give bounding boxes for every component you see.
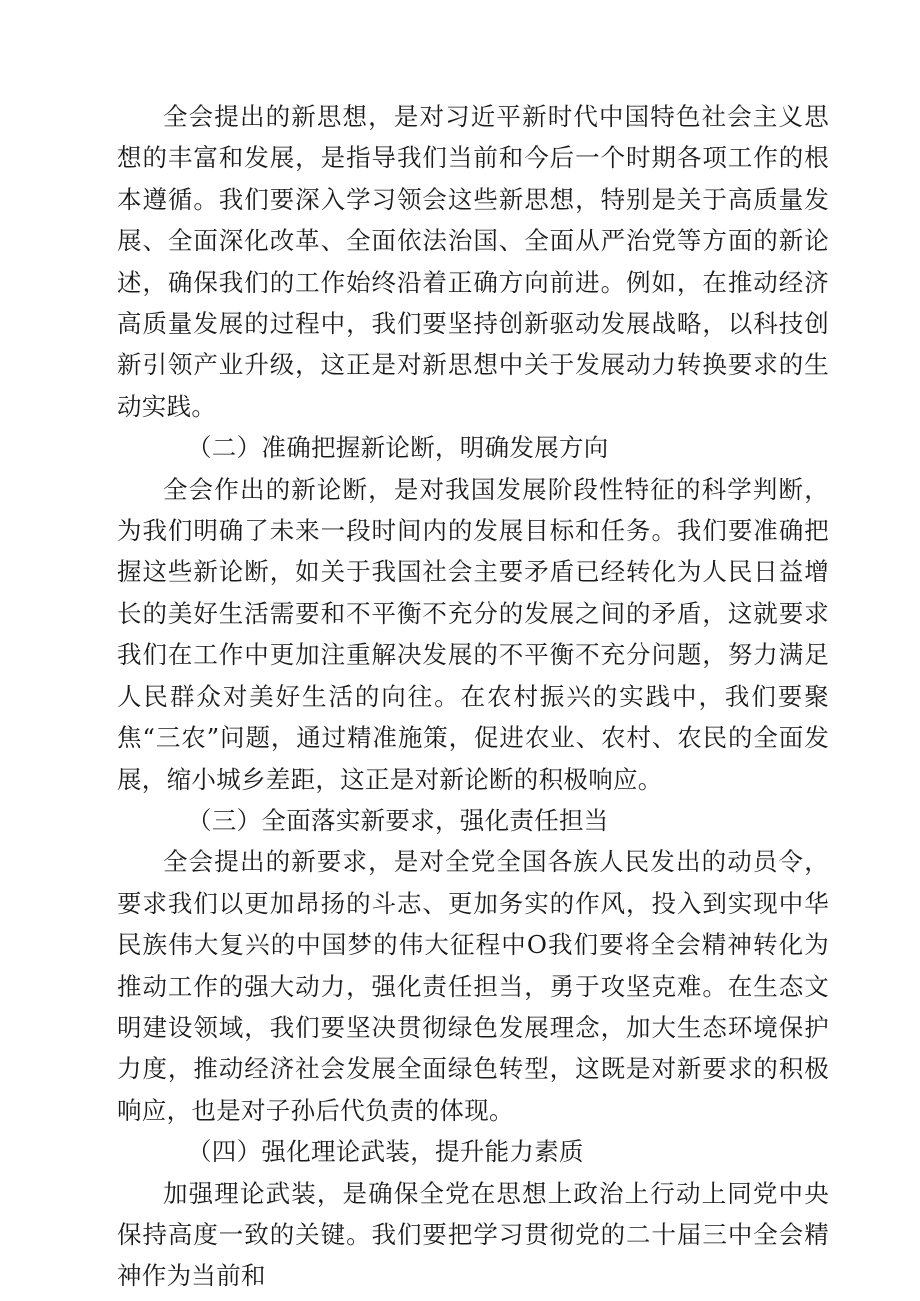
body-paragraph-2: 全会作出的新论断，是对我国发展阶段性特征的科学判断，为我们明确了未来一段时间内的发展目标和任务。我们要准确把握这些新论断，如关于我国社会主要矛盾已经转化为人民日益增长的美好生活需要和不平衡不充分的发展之间的矛盾，这就要求我们在工作中更加注重解决发展的不平衡不充分问题，努力满足人民群众对美好生活的向往。在农村振兴的实践中，我们要聚焦“三农”问题，通过精准施策，促进农业、农村、农民的全面发展，缩小城乡差距，这正是对新论断的积极响应。 — [117, 474, 829, 794]
body-paragraph-1: 全会提出的新思想，是对习近平新时代中国特色社会主义思想的丰富和发展，是指导我们当前和今后一个时期各项工作的根本遵循。我们要深入学习领会这些新思想，特别是关于高质量发展、全面深化改革、全面依法治国、全面从严治党等方面的新论述，确保我们的工作始终沿着正确方向前进。例如，在推动经济高质量发展的过程中，我们要坚持创新驱动发展战略，以科技创新引领产业升级，这正是对新思想中关于发展动力转换要求的生动实践。 — [117, 102, 829, 421]
body-paragraph-3: 全会提出的新要求，是对全党全国各族人民发出的动员令，要求我们以更加昂扬的斗志、更加务实的作风，投入到实现中华民族伟大复兴的中国梦的伟大征程中O我们要将全会精神转化为推动工作的强大动力，强化责任担当，勇于攻坚克难。在生态文明建设领域，我们要坚决贯彻绿色发展理念，加大生态环境保护力度，推动经济社会发展全面绿色转型，这既是对新要求的积极响应，也是对子孙后代负责的体现。 — [117, 847, 829, 1125]
section-heading-4: （四）强化理论武装，提升能力素质 — [187, 1137, 584, 1167]
document-page — [117, 96, 829, 1297]
section-heading-3: （三）全面落实新要求，强化责任担当 — [187, 805, 609, 835]
body-paragraph-4: 加强理论武装，是确保全党在思想上政治上行动上同党中央保持高度一致的关键。我们要把学习贯彻党的二十届三中全会精神作为当前和 — [117, 1178, 829, 1291]
section-heading-2: （二）准确把握新论断，明确发展方向 — [187, 433, 609, 463]
